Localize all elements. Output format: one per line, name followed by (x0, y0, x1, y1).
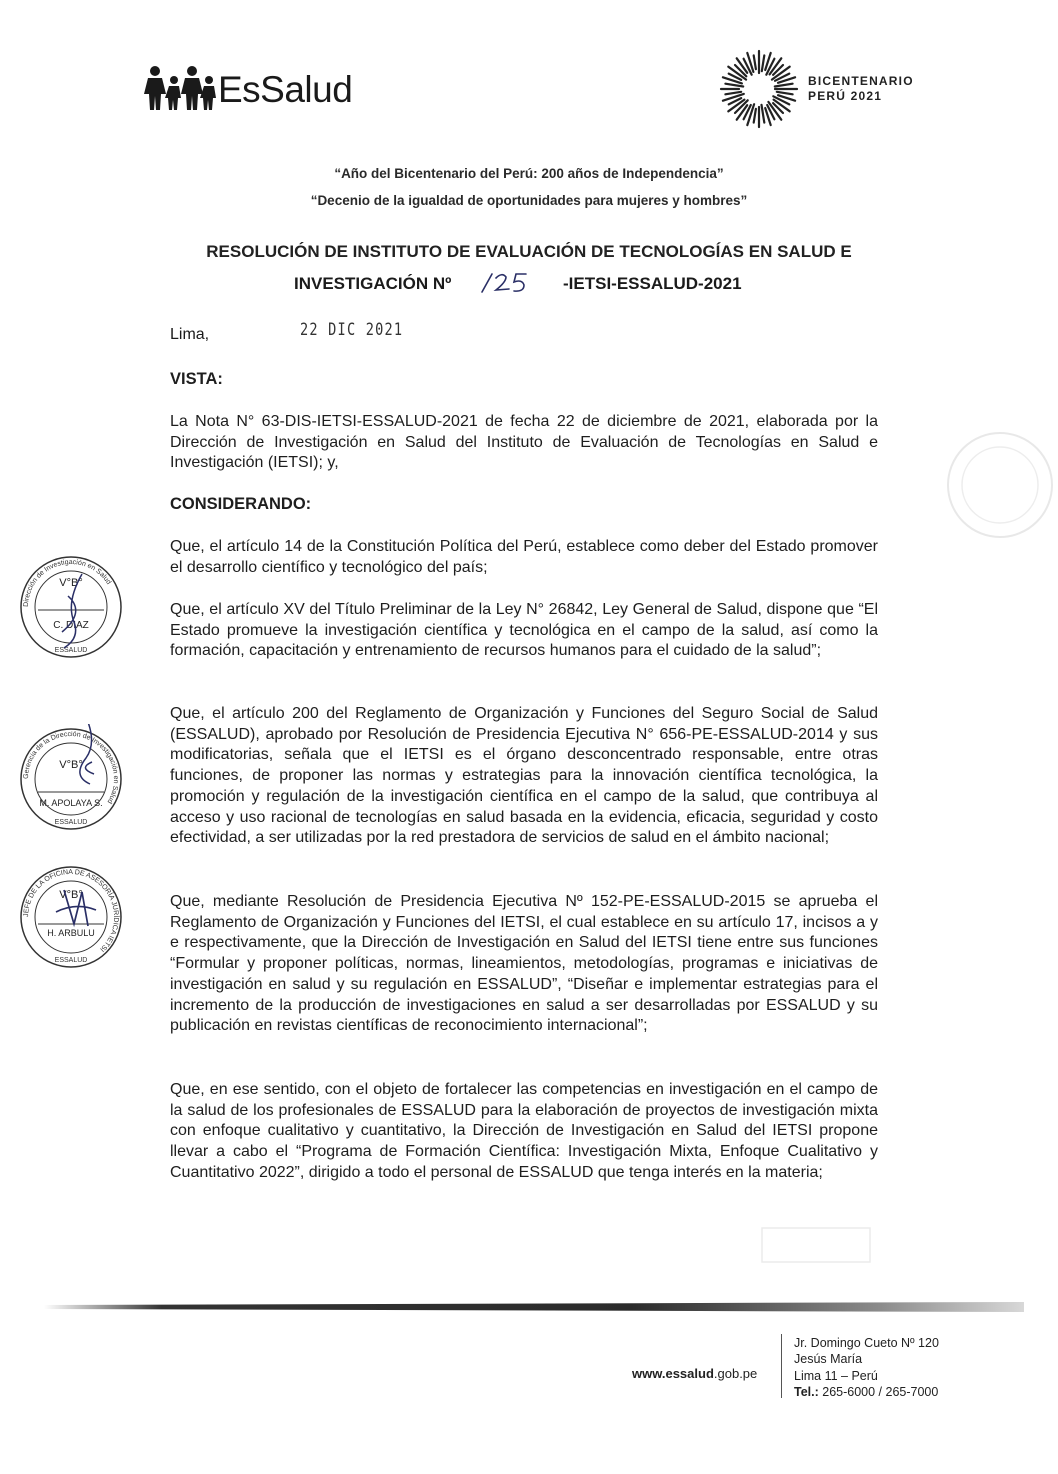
seal-vb: V°B° (59, 577, 83, 589)
website-domain: www.essalud (632, 1366, 714, 1381)
resolution-title-line1: RESOLUCIÓN DE INSTITUTO DE EVALUACIÓN DE TECNOLOGÍAS EN SALUD E (206, 242, 852, 261)
seal-signer-name: M. APOLAYA S. (39, 798, 103, 808)
phone-label: Tel.: (794, 1384, 819, 1399)
considerando-paragraph: Que, el artículo 200 del Reglamento de Organización y Funciones del Seguro Social de Salud (ESSALUD), aprobado por Resolución de Presidencia Ejecutiva N° 656-PE-ESSALUD-2014 y sus modificatorias, señala que el IETSI es el órgano desconcentrado responsable, entre otras funciones, de proponer las normas y estrategias para la innovación científica tecnológica, la promoción y regulación de la investigación científica en el campo de la salud, que contribuya al acceso y uso racional de tecnologías en salud basada en la evidencia, eficacia, seguridad y costo efectividad, a ser utilizadas por la red prestadora de servicios de salud en el ámbito nacional; (170, 705, 878, 847)
seal-org: ESSALUD (54, 819, 88, 826)
bicentenario-logo (716, 46, 914, 132)
approval-seal-arbulu (16, 862, 126, 972)
considerando-paragraph: Que, el artículo XV del Título Preliminar de la Ley N° 26842, Ley General de Salud, dispone que “El Estado promueve la investigación científica y tecnológica en el campo de la salud, así como la formación, capacitación y entrenamiento de recursos humanos para el cuidado de la salud”; (170, 601, 878, 660)
seal-org: ESSALUD (54, 957, 88, 964)
seal-vb: V°B° (59, 889, 83, 901)
essalud-logo (144, 64, 352, 112)
seal-ring-text: Gerencia de la Dirección de Investigación en Salud (22, 730, 120, 805)
sunburst-ray (762, 55, 765, 71)
seal-ring-text: Dirección de Investigación en Salud (22, 558, 113, 608)
phone-line (794, 1384, 939, 1400)
bicentenario-sunburst-icon (716, 46, 802, 132)
vista-paragraph: La Nota N° 63-DIS-IETSI-ESSALUD-2021 de fecha 22 de diciembre de 2021, elaborada por la Dirección de Investigación en Salud del Instituto de Evaluación de Tecnologías en Salud e Investigación (IETSI); y, (170, 413, 878, 472)
website-link[interactable] (632, 1366, 757, 1381)
footer-address (794, 1335, 939, 1400)
address-line: Lima 11 – Perú (794, 1368, 878, 1383)
sunburst-ray (725, 92, 741, 95)
seal-signer-name: H. ARBULU (47, 928, 95, 938)
approval-seal-diaz (16, 552, 126, 662)
sunburst-ray (754, 109, 756, 123)
resolution-title-prefix: INVESTIGACIÓN Nº (294, 274, 452, 293)
bicentenario-line2: PERÚ 2021 (808, 89, 883, 103)
bicentenario-line1: BICENTENARIO (808, 74, 914, 88)
resolution-title-line2 (0, 270, 1058, 298)
motto-bicentenario: “Año del Bicentenario del Perú: 200 años de Independencia” (334, 166, 724, 181)
place-label: Lima, (170, 326, 210, 343)
family-figures-icon (144, 64, 216, 112)
sunburst-ray (754, 55, 756, 69)
motto-decenio: “Decenio de la igualdad de oportunidades para mujeres y hombres” (310, 193, 748, 208)
seal-vb: V°B° (59, 759, 83, 771)
seal-ring-text: JEFE DE LA OFICINA DE ASESORÍA JURÍDICA IETSI (22, 868, 120, 953)
sunburst-ray (725, 84, 743, 87)
approval-seal-apolaya (16, 724, 126, 834)
seal-signer-name: C. DIAZ (53, 620, 89, 631)
considerando-paragraph: Que, mediante Resolución de Presidencia Ejecutiva Nº 152-PE-ESSALUD-2015 se aprueba el Reglamento de Organización y Funciones del IETSI, el cual establece en su artículo 17, incisos a y e respectivamente, que la Dirección de Investigación en Salud del IETSI tiene entre sus funciones “Formular y proponer políticas, normas, lineamientos, metodologías, programas e iniciativas de investigación en salud y su regulación en ESSALUD”, “Diseñar e implementar estrategias para el incremento de la producción de investigaciones en salud a ser desarrolladas por ESSALUD y su publicación en revistas científicas de reconocimiento internacional”; (170, 893, 878, 1035)
vista-heading: VISTA: (170, 370, 223, 388)
footer-separator (781, 1334, 782, 1398)
considerando-paragraph: Que, el artículo 14 de la Constitución Política del Perú, establece como deber del Estado promover el desarrollo científico y tecnológico del país; (170, 538, 878, 576)
website-tld: .gob.pe (713, 1366, 758, 1381)
considerando-heading: CONSIDERANDO: (170, 495, 312, 513)
faint-background-mark (760, 1226, 872, 1264)
footer-divider-bar (44, 1300, 1024, 1314)
essalud-logo-text: EsSalud (218, 69, 353, 110)
handwritten-resolution-number (478, 270, 538, 296)
seal-org: ESSALUD (54, 647, 88, 654)
resolution-title-suffix: -IETSI-ESSALUD-2021 (563, 274, 742, 293)
faint-background-stamp (930, 420, 1058, 550)
sunburst-ray (777, 92, 793, 95)
address-line: Jesús María (794, 1352, 863, 1367)
sunburst-ray (775, 84, 793, 87)
considerando-paragraph: Que, en ese sentido, con el objeto de fortalecer las competencias en investigación en el campo de la salud de los profesionales de ESSALUD para la elaboración de proyectos de investigación mixta con enfoque cualitativo y cuantitativo, la Dirección de Investigación en Salud del IETSI propone llevar a cabo el “Programa de Formación Científica: Investigación Mixta, Enfoque Cualitativo y Cuantitativo 2022”, dirigido a todo el personal de ESSALUD que tenga interés en la materia; (170, 1081, 878, 1181)
date-stamp: 22 DIC 2021 (300, 320, 404, 340)
sunburst-ray (762, 105, 765, 123)
phone-numbers: 265-6000 / 265-7000 (818, 1384, 939, 1399)
address-line: Jr. Domingo Cueto Nº 120 (794, 1336, 939, 1350)
